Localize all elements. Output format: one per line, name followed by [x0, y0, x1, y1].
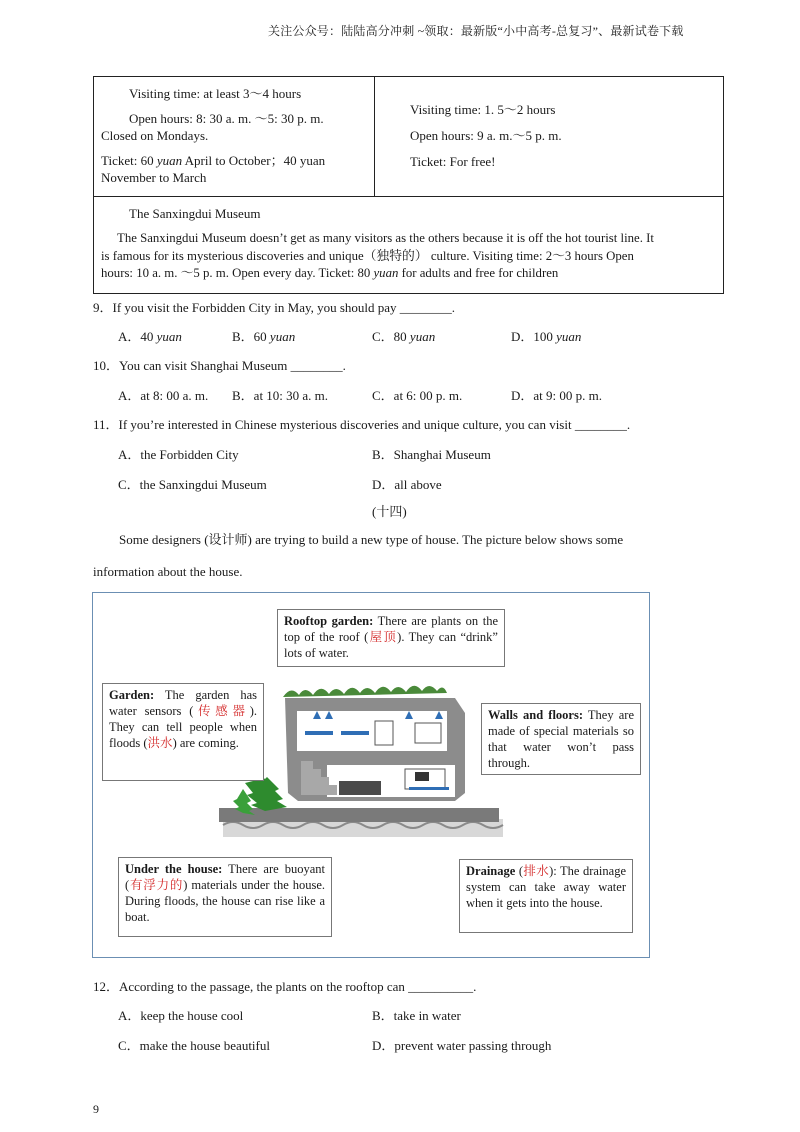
q12-option-a[interactable]: A．keep the house cool	[118, 1008, 244, 1023]
q10-option-a[interactable]: A．at 8: 00 a. m.	[118, 388, 209, 403]
house-figure	[92, 592, 650, 958]
section-intro-line-1: Some designers (设计师) are trying to build a new type of house. The picture below shows some	[119, 532, 624, 547]
question-12: 12．According to the passage, the plants on the rooftop can __________.	[93, 979, 477, 994]
sanxingdui-title: The Sanxingdui Museum	[129, 206, 261, 221]
sanxingdui-line-3: hours: 10 a. m. ～5 p. m. Open every day. Ticket: 80 yuan for adults and free for children	[101, 266, 559, 280]
q12-option-d[interactable]: D．prevent water passing through	[372, 1038, 552, 1053]
q11-option-a[interactable]: A．the Forbidden City	[118, 447, 239, 462]
left-closed: Closed on Mondays.	[101, 128, 209, 143]
q11-option-b[interactable]: B．Shanghai Museum	[372, 447, 491, 462]
right-open-hours: Open hours: 9 a. m.～5 p. m.	[410, 128, 562, 143]
table-divider-horizontal	[93, 196, 724, 197]
q11-option-c[interactable]: C．the Sanxingdui Museum	[118, 477, 267, 492]
q9-option-b[interactable]: B．60 yuan	[232, 329, 296, 344]
callout-under-house: Under the house: There are buoyant (有浮力的) materials under the house. During floods, the house can rise like a boat.	[118, 857, 332, 937]
left-ticket-2: November to March	[101, 170, 207, 185]
q9-option-c[interactable]: C．80 yuan	[372, 329, 436, 344]
q9-option-a[interactable]: A．40 yuan	[118, 329, 182, 344]
sanxingdui-line-2: is famous for its mysterious discoveries and unique（独特的） culture. Visiting time: 2～3 hours Open	[101, 249, 634, 263]
q10-option-c[interactable]: C．at 6: 00 p. m.	[372, 388, 463, 403]
callout-rooftop-garden: Rooftop garden: There are plants on the top of the roof (屋顶). They can “drink” lots of water.	[277, 609, 505, 667]
q10-option-d[interactable]: D．at 9: 00 p. m.	[511, 388, 602, 403]
rooftop-plants	[283, 686, 447, 697]
right-ticket: Ticket: For free!	[410, 154, 496, 169]
question-9: 9．If you visit the Forbidden City in May, you should pay ________.	[93, 300, 456, 315]
sanxingdui-line-1: The Sanxingdui Museum doesn’t get as many visitors as the others because it is off the hot tourist line. It	[117, 231, 654, 245]
left-ticket: Ticket: 60 yuan April to October；40 yuan	[101, 153, 326, 168]
question-11: 11．If you’re interested in Chinese mysterious discoveries and unique culture, you can visit ________.	[93, 417, 631, 432]
left-open-hours: Open hours: 8: 30 a. m. ～5: 30 p. m.	[129, 111, 324, 126]
callout-walls-floors: Walls and floors: They are made of special materials so that water won’t pass through.	[481, 703, 641, 775]
q12-option-b[interactable]: B．take in water	[372, 1008, 461, 1023]
question-10: 10．You can visit Shanghai Museum ________.	[93, 358, 346, 373]
q9-option-d[interactable]: D．100 yuan	[511, 329, 582, 344]
callout-garden: Garden: The garden has water sensors (传感器). They can tell people when floods (洪水) are coming.	[102, 683, 264, 781]
callout-drainage: Drainage (排水): The drainage system can take away water when it gets into the house.	[459, 859, 633, 933]
house-base	[219, 808, 499, 822]
page-header: 关注公众号：陆陆高分冲刺 ~领取：最新版“小中高考-总复习”、最新试卷下载	[268, 24, 684, 38]
q12-option-c[interactable]: C．make the house beautiful	[118, 1038, 270, 1053]
table-divider-vertical	[374, 76, 375, 196]
left-visiting-time: Visiting time: at least 3～4 hours	[129, 86, 302, 101]
q11-option-d[interactable]: D．all above	[372, 477, 442, 492]
page-number: 9	[93, 1102, 99, 1116]
right-visiting-time: Visiting time: 1. 5～2 hours	[410, 102, 556, 117]
section-intro-line-2: information about the house.	[93, 564, 243, 579]
section-number: (十四)	[372, 504, 407, 519]
q10-option-b[interactable]: B．at 10: 30 a. m.	[232, 388, 329, 403]
